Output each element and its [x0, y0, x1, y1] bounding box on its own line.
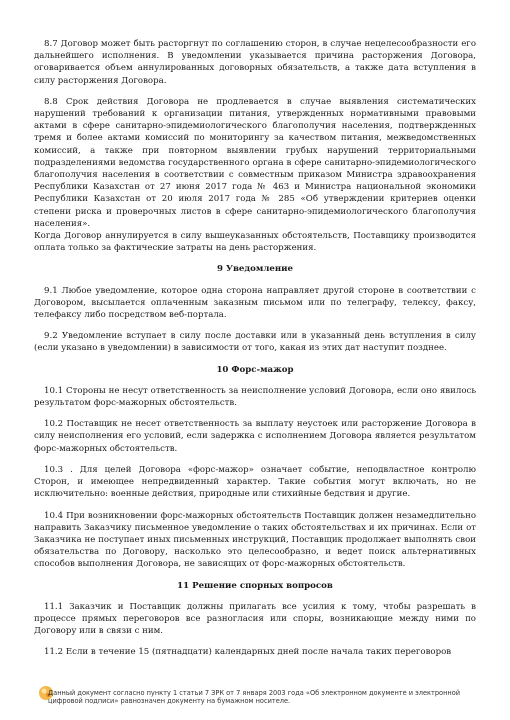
clause-11-1: 11.1 Заказчик и Поставщик должны прилагать все усилия к тому, чтобы разрешать в процессе прямых переговоров все разногласия или споры, возникающие между ними по Договору или в связи с ним.: [34, 601, 476, 637]
section-9-heading: 9 Уведомление: [217, 264, 293, 275]
clause-10-4: 10.4 При возникновении форс-мажорных обстоятельств Поставщик должен незамедлительно направить Заказчику письменное уведомление о таких обстоятельствах и их причинах. Если от Заказчика не поступает иных письменных инструкций, Поставщик продолжает выполнять свои обязательства по Договору, насколько это целесообразно, и ведет поиск альтернативных способов выполнения Договора, не зависящих от форс-мажорных обстоятельств.: [34, 510, 476, 570]
footer-notice: [34, 678, 484, 718]
clause-8-8-continuation: Когда Договор аннулируется в силу вышеуказанных обстоятельств, Поставщику производится оплата только за фактические затраты на день расторжения.: [34, 231, 476, 254]
clause-8-8: 8.8 Срок действия Договора не продлевается в случае выявления систематических нарушений требований к организации питания, утвержденных нормативными правовыми актами в сфере санитарно-эпидемиологического благополучия населения, подтвержденных тремя и более актами комиссий по мониторингу за качеством питания, межведомственных комиссий, а также при повторном выявлении грубых нарушений территориальными подразделениями ведомства государственного органа в сфере санитарно-эпидемиологического благополучия населения в соответствии с совместным приказом Министра здравоохранения Республики Казахстан от 27 июня 2017 года № 463 и Министра национальной экономики Республики Казахстан от 20 июля 2017 года № 285 «Об утверждении критериев оценки степени риска и проверочных листов в сфере санитарно-эпидемиологического благополучия населения».: [34, 96, 476, 229]
footer-text: Данный документ согласно пункту 1 статьи 7 ЗРК от 7 января 2003 года «Об электронном документе и электронной цифровой подписи» равнозначен документу на бумажном носителе.: [48, 689, 461, 706]
clause-10-2: 10.2 Поставщик не несет ответственность за выплату неустоек или расторжение Договора в силу неисполнения его условий, если задержка с исполнением Договора является результатом форс-мажорных обстоятельств.: [34, 419, 476, 454]
clause-9-2: 9.2 Уведомление вступает в силу после доставки или в указанный день вступления в силу (если указано в уведомлении) в зависимости от того, какая из этих дат наступит позднее.: [34, 331, 476, 354]
document-body: [34, 38, 476, 659]
clause-10-1: 10.1 Стороны не несут ответственность за неисполнение условий Договора, если оно явилось результатом форс-мажорных обстоятельств.: [34, 385, 476, 409]
clause-9-1: 9.1 Любое уведомление, которое одна сторона направляет другой стороне в соответствии с Договором, высылается оплаченным заказным письмом или по телеграфу, телексу, факсу, телефаксу либо посредством веб-портала.: [34, 285, 476, 321]
clause-8-7: 8.7 Договор может быть расторгнут по соглашению сторон, в случае нецелесообразности его дальнейшего исполнения. В уведомлении указывается причина расторжения Договора, оговаривается объем аннулированных договорных обязательств, а также дата вступления в силу расторжения Договора.: [34, 39, 476, 86]
section-11-heading: 11 Решение спорных вопросов: [177, 580, 333, 591]
clause-10-3: 10.3 . Для целей Договора «форс-мажор» означает событие, неподвластное контролю Сторон, и имеющее непредвиденный характер. Такие события могут включать, но не исключительно: военные действия, природные или стихийные бедствия и другие.: [34, 464, 476, 500]
section-10-heading: 10 Форс-мажор: [216, 364, 294, 375]
clause-11-2: 11.2 Если в течение 15 (пятнадцати) календарных дней после начала таких переговоров: [44, 647, 452, 658]
